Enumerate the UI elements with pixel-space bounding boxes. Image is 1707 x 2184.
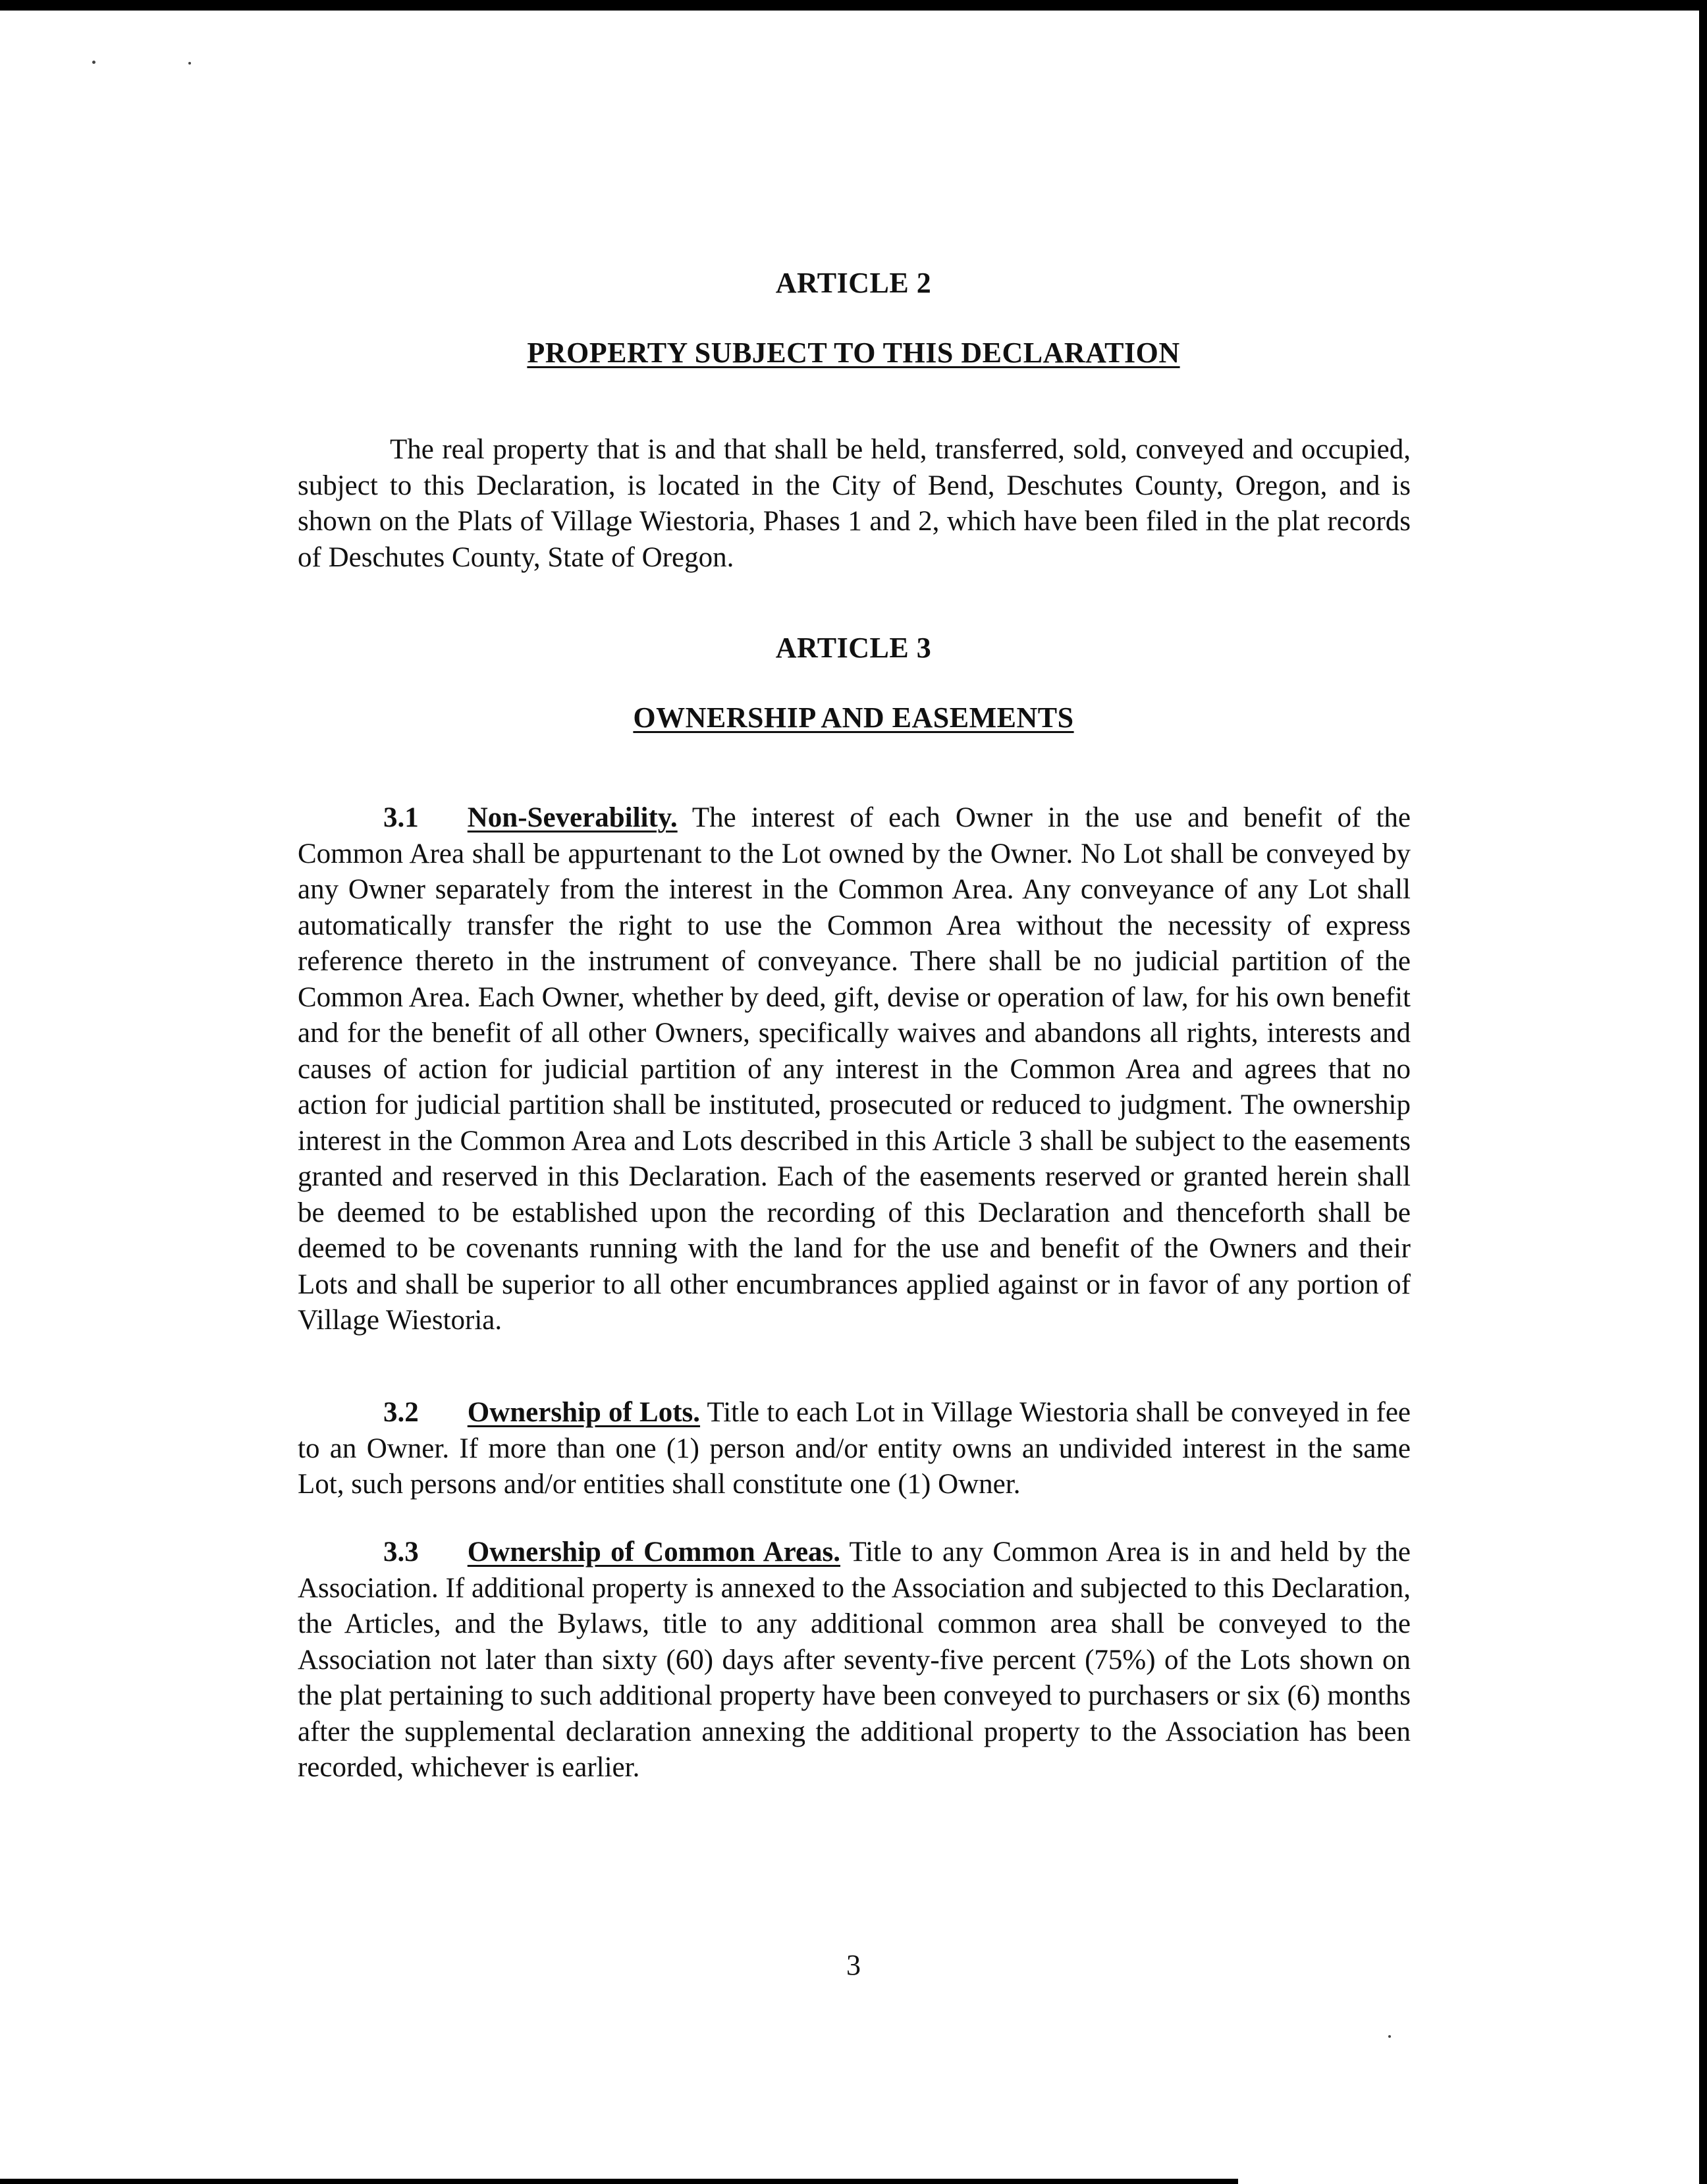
article-3-heading: ARTICLE 3 <box>775 632 932 664</box>
article-2-title <box>0 336 1707 369</box>
section-3-1 <box>298 800 1411 1339</box>
article-2-body: The real property that is and that shall be held, transferred, sold, conveyed and occupied, subject to this Declaration, is located in the City of Bend, Deschutes County, Oregon, and is shown on the Plats of Village Wiestoria, Phases 1 and 2, which have been filed in the plat records of Deschutes County, State of Oregon. <box>298 434 1411 573</box>
section-number: 3.1 <box>383 802 419 833</box>
section-title: Ownership of Lots. <box>467 1397 701 1428</box>
section-number: 3.3 <box>383 1537 419 1568</box>
scan-border-bottom <box>0 2179 1238 2184</box>
section-text: Title to any Common Area is in and held by the Association. If additional property is annexed to the Association and subjected to this Declaration, the Articles, and the Bylaws, title to any additional common area shall be conveyed to the Association not later than sixty (60) days after seventy-five percent (75%) of the Lots shown on the plat pertaining to such additional property have been conveyed to purchasers or six (6) months after the supplemental declaration annexing the additional property to the Association has been recorded, whichever is earlier. <box>298 1537 1411 1783</box>
section-title: Ownership of Common Areas. <box>467 1537 841 1568</box>
scan-speck <box>92 61 95 64</box>
article-3-title-text: OWNERSHIP AND EASEMENTS <box>633 701 1074 734</box>
scan-border-top <box>0 0 1707 11</box>
page-number: 3 <box>846 1949 861 1981</box>
article-3-title <box>0 701 1707 734</box>
section-text: The interest of each Owner in the use and benefit of the Common Area shall be appurtenant to the Lot owned by the Owner. No Lot shall be conveyed by any Owner separately from the interest in the Common Area. Any conveyance of any Lot shall automatically transfer the right to use the Common Area without the necessity of express reference thereto in the instrument of conveyance. There shall be no judicial partition of the Common Area. Each Owner, whether by deed, gift, devise or operation of law, for his own benefit and for the benefit of all other Owners, specifically waives and abandons all rights, interests and causes of action for judicial partition of any interest in the Common Area and agrees that no action for judicial partition shall be instituted, prosecuted or reduced to judgment. The ownership interest in the Common Area and Lots described in this Article 3 shall be subject to the easements granted and reserved in this Declaration. Each of the easements reserved or granted herein shall be deemed to be established upon the recording of this Declaration and thenceforth shall be deemed to be covenants running with the land for the use and benefit of the Owners and their Lots and shall be superior to all other encumbrances applied against or in favor of any portion of Village Wiestoria. <box>298 802 1411 1336</box>
section-3-2 <box>298 1395 1411 1503</box>
article-2-title-text: PROPERTY SUBJECT TO THIS DECLARATION <box>527 337 1180 369</box>
article-2-heading: ARTICLE 2 <box>775 267 932 299</box>
scan-border-right <box>1699 0 1707 2184</box>
section-text: Title to each Lot in Village Wiestoria shall be conveyed in fee to an Owner. If more than one (1) person and/or entity owns an undivided interest in the same Lot, such persons and/or entities shall constitute one (1) Owner. <box>298 1397 1411 1500</box>
section-3-3 <box>298 1535 1411 1786</box>
section-title: Non-Severability. <box>467 802 678 833</box>
section-number: 3.2 <box>383 1397 419 1428</box>
scan-speck <box>1388 2035 1391 2038</box>
scan-speck <box>188 62 191 65</box>
